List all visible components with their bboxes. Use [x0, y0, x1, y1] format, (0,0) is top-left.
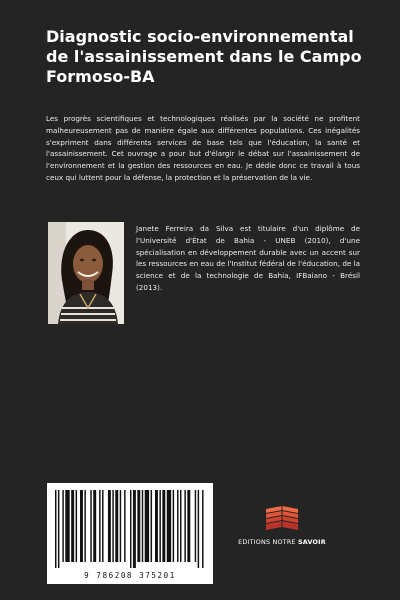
- barcode-bar: [195, 490, 196, 562]
- publisher-name: [232, 538, 332, 546]
- barcode-bar: [93, 490, 96, 562]
- barcode-bar: [167, 490, 171, 562]
- barcode-bar: [133, 490, 136, 568]
- isbn-barcode: [47, 483, 213, 584]
- barcode-bar: [159, 490, 160, 562]
- author-bio: Janete Ferreira da Silva est titulaire d'un diplôme de l'Université d'État de Bahia - UNEB (2010), d'une spécialisation en développement durable avec un accent sur les ressources en eau de l'Institut fédéral de l'éducation, de la science et de la technologie de Bahia, IFBaiano - Brésil (2013).: [136, 224, 360, 292]
- barcode-bar: [115, 490, 118, 562]
- publisher-name-prefix: EDITIONS NOTRE: [238, 538, 298, 546]
- barcode-bar: [80, 490, 83, 562]
- barcode-bar: [102, 490, 103, 562]
- barcode-bar: [151, 490, 152, 562]
- author-portrait-icon: [48, 222, 124, 324]
- barcode-bar: [155, 490, 158, 562]
- barcode-bar: [84, 490, 85, 562]
- barcode-bar: [162, 490, 165, 562]
- barcode-bar: [120, 490, 121, 562]
- barcode-bar: [62, 490, 63, 562]
- author-photo: [48, 222, 124, 324]
- barcode-bar: [198, 490, 199, 568]
- barcode-bar: [58, 490, 59, 568]
- barcode-bar: [180, 490, 181, 562]
- barcode-bar: [202, 490, 203, 568]
- barcode-bar: [108, 490, 111, 562]
- barcode-bar: [71, 490, 74, 562]
- book-blurb: Les progrès scientifiques et technologiques réalisés par la société ne profitent malheureusement pas de manière égale aux différentes populations. Ces inégalités s'expriment dans différents services de base tels que l'éducation, la santé et l'assainissement. Cet ouvrage a pour but d'élargir le débat sur l'assainissement de l'environnement et la gestion des ressources en eau. Je dédie donc ce travail à tous ceux qui luttent pour la défense, la protection et la préservation de la vie.: [46, 114, 360, 182]
- publisher-name-emphasis: SAVOIR: [297, 538, 326, 546]
- barcode-bar: [65, 490, 69, 562]
- barcode-bar: [187, 490, 190, 562]
- barcode-bar: [173, 490, 174, 562]
- open-book-logo-icon: [262, 503, 302, 533]
- barcode-bar: [137, 490, 140, 562]
- book-title: Diagnostic socio-environnemental de l'assainissement dans le Campo Formoso-BA: [46, 27, 362, 86]
- barcode-bar: [90, 490, 91, 562]
- barcode-bar: [124, 490, 125, 562]
- barcode-bar: [142, 490, 143, 562]
- barcode-bar: [55, 490, 56, 568]
- barcode-bar: [99, 490, 100, 562]
- isbn-number: 9 786208 375201: [84, 571, 176, 580]
- barcode-bar: [130, 490, 131, 568]
- barcode-bars: [55, 490, 205, 568]
- barcode-bar: [177, 490, 178, 562]
- barcode-bar: [145, 490, 149, 562]
- barcode-bar: [184, 490, 185, 562]
- barcode-bar: [76, 490, 77, 562]
- barcode-bar: [112, 490, 113, 562]
